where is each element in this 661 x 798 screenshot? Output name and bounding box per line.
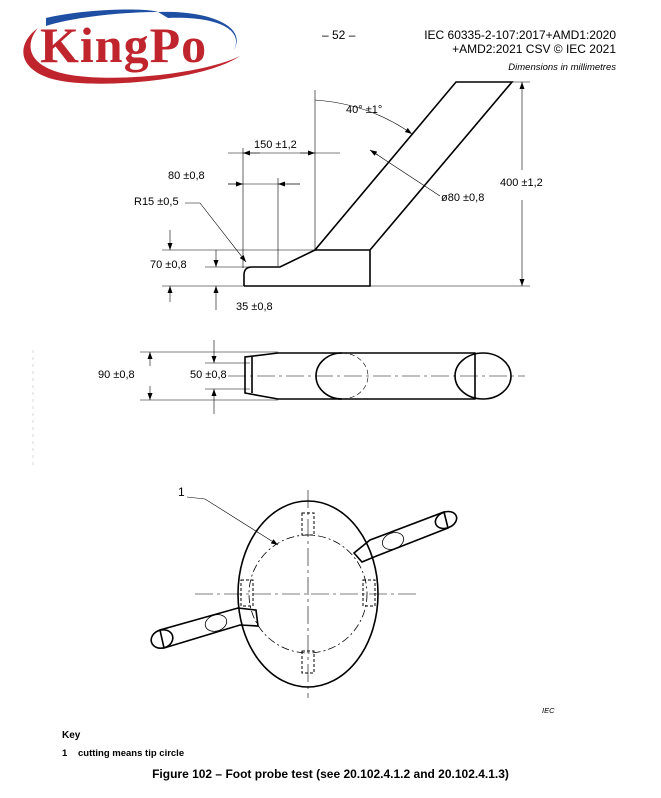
standard-line-1: IEC 60335-2-107:2017+AMD1:2020 — [424, 28, 616, 42]
key-item-text: cutting means tip circle — [78, 748, 185, 759]
dim-80-label: 80 ±0,8 — [168, 170, 205, 182]
key-title: Key — [62, 730, 81, 741]
plan-centerlines — [195, 490, 420, 698]
figure-caption: Figure 102 – Foot probe test (see 20.102.4.1.2 and 20.102.4.1.3) — [152, 767, 509, 781]
dim-400-label: 400 ±1,2 — [500, 177, 543, 189]
iec-source-tag: IEC — [542, 706, 555, 715]
key-item-number: 1 — [62, 748, 68, 759]
diameter-label: ø80 ±0,8 — [441, 192, 485, 204]
standard-line-2: +AMD2:2021 CSV © IEC 2021 — [452, 42, 616, 56]
dim-90-label: 90 ±0,8 — [98, 369, 135, 381]
key-item — [62, 748, 184, 759]
dim-150-label: 150 ±1,2 — [254, 139, 297, 151]
logo-text: KingPo — [40, 17, 208, 73]
dim-35-label: 35 ±0,8 — [236, 301, 273, 313]
units-note: Dimensions in millimetres — [508, 62, 616, 73]
radius-label: R15 ±0,5 — [134, 196, 179, 208]
plan-probe-upper — [354, 508, 459, 562]
angle-label: 40° ±1° — [346, 104, 383, 116]
dim-70-label: 70 ±0,8 — [150, 259, 187, 271]
dim-50-label: 50 ±0,8 — [190, 369, 227, 381]
callout-number: 1 — [178, 485, 185, 499]
plan-probe-lower — [149, 608, 258, 651]
page-number: – 52 – — [322, 28, 356, 42]
